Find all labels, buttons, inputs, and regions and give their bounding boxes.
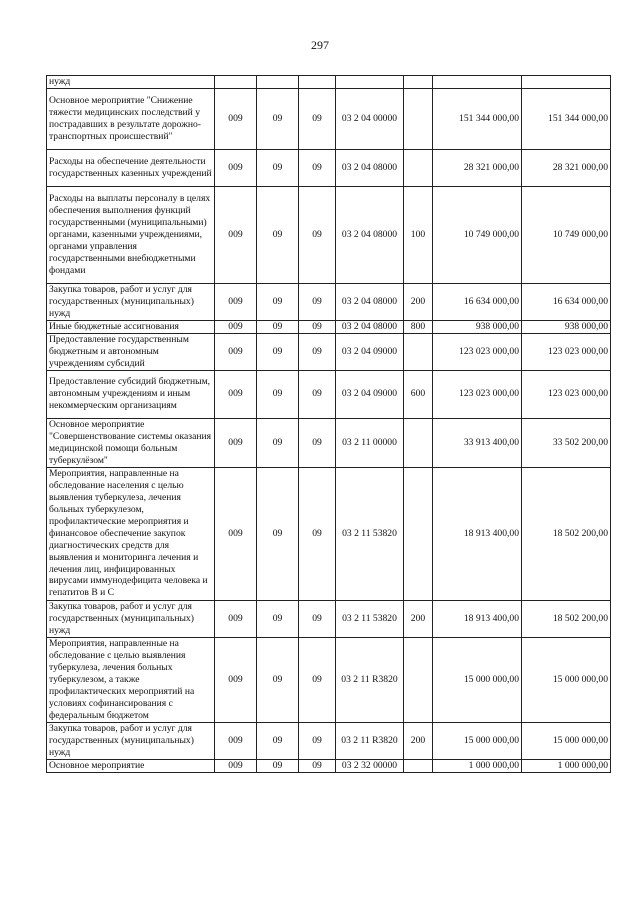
table-row [47,320,611,333]
table-row [47,722,611,759]
table-body [47,76,611,773]
amount-year2-cell: 33 502 200,00 [522,418,611,467]
subsection-code-cell: 09 [299,637,336,722]
target-article-cell: 03 2 04 08000 [336,283,404,320]
amount-year1-cell: 123 023 000,00 [433,333,522,370]
item-name-cell: Основное мероприятие [47,759,215,772]
ministry-code-cell: 009 [215,283,257,320]
item-name-cell: Закупка товаров, работ и услуг для государственных (муниципальных) нужд [47,600,215,637]
subsection-code-cell: 09 [299,88,336,149]
subsection-code-cell: 09 [299,149,336,186]
section-code-cell: 09 [257,149,299,186]
amount-year2-cell: 123 023 000,00 [522,333,611,370]
amount-year1-cell: 1 000 000,00 [433,759,522,772]
expense-type-cell [404,333,433,370]
item-name-cell: Иные бюджетные ассигнования [47,320,215,333]
ministry-code-cell: 009 [215,186,257,283]
expense-type-cell: 800 [404,320,433,333]
table-row [47,370,611,418]
item-name-cell: Мероприятия, направленные на обследование населения с целью выявления туберкулеза, лечения больных туберкулезом, профилактические мероприятия и финансовое обеспечение закупок диагностических средств для выявления и мониторинга лечения и лечения лиц, инфицированных вирусами иммунодефицита человека и гепатитов В и С [47,467,215,600]
ministry-code-cell: 009 [215,333,257,370]
target-article-cell: 03 2 11 53820 [336,600,404,637]
amount-year2-cell: 938 000,00 [522,320,611,333]
target-article-cell: 03 2 04 09000 [336,370,404,418]
subsection-code-cell: 09 [299,722,336,759]
section-code-cell [257,76,299,89]
amount-year1-cell: 33 913 400,00 [433,418,522,467]
target-article-cell: 03 2 04 00000 [336,88,404,149]
table-row [47,759,611,772]
table-row [47,88,611,149]
amount-year2-cell [522,76,611,89]
target-article-cell: 03 2 04 08000 [336,320,404,333]
amount-year2-cell: 28 321 000,00 [522,149,611,186]
target-article-cell: 03 2 04 09000 [336,333,404,370]
item-name-cell: нужд [47,76,215,89]
amount-year1-cell: 938 000,00 [433,320,522,333]
amount-year2-cell: 16 634 000,00 [522,283,611,320]
ministry-code-cell: 009 [215,88,257,149]
item-name-cell: Предоставление субсидий бюджетным, автономным учреждениям и иным некоммерческим организациям [47,370,215,418]
table-row [47,333,611,370]
expense-type-cell [404,637,433,722]
expense-type-cell: 200 [404,600,433,637]
subsection-code-cell: 09 [299,759,336,772]
subsection-code-cell: 09 [299,186,336,283]
target-article-cell: 03 2 11 00000 [336,418,404,467]
section-code-cell: 09 [257,370,299,418]
amount-year1-cell: 15 000 000,00 [433,722,522,759]
subsection-code-cell: 09 [299,370,336,418]
expense-type-cell: 600 [404,370,433,418]
section-code-cell: 09 [257,467,299,600]
target-article-cell: 03 2 11 R3820 [336,722,404,759]
ministry-code-cell: 009 [215,320,257,333]
item-name-cell: Предоставление государственным бюджетным и автономным учреждениям субсидий [47,333,215,370]
table-row [47,418,611,467]
target-article-cell: 03 2 04 08000 [336,186,404,283]
item-name-cell: Расходы на выплаты персоналу в целях обеспечения выполнения функций государственными (муниципальными) органами, казенными учреждениями, органами управления государственными внебюджетными фондами [47,186,215,283]
target-article-cell: 03 2 11 53820 [336,467,404,600]
item-name-cell: Закупка товаров, работ и услуг для государственных (муниципальных) нужд [47,283,215,320]
expense-type-cell: 200 [404,722,433,759]
section-code-cell: 09 [257,333,299,370]
target-article-cell [336,76,404,89]
section-code-cell: 09 [257,722,299,759]
amount-year1-cell: 123 023 000,00 [433,370,522,418]
expense-type-cell: 100 [404,186,433,283]
table-row [47,600,611,637]
table-row [47,637,611,722]
amount-year1-cell: 151 344 000,00 [433,88,522,149]
amount-year2-cell: 15 000 000,00 [522,637,611,722]
amount-year2-cell: 18 502 200,00 [522,600,611,637]
section-code-cell: 09 [257,320,299,333]
expense-type-cell [404,418,433,467]
item-name-cell: Мероприятия, направленные на обследование с целью выявления туберкулеза, лечения больных туберкулезом, а также профилактических мероприятий на условиях софинансирования с федеральным бюджетом [47,637,215,722]
section-code-cell: 09 [257,283,299,320]
table-row [47,283,611,320]
amount-year1-cell: 15 000 000,00 [433,637,522,722]
ministry-code-cell: 009 [215,467,257,600]
amount-year2-cell: 151 344 000,00 [522,88,611,149]
subsection-code-cell: 09 [299,320,336,333]
item-name-cell: Основное мероприятие "Совершенствование системы оказания медицинской помощи больным туберкулёзом" [47,418,215,467]
section-code-cell: 09 [257,637,299,722]
section-code-cell: 09 [257,186,299,283]
target-article-cell: 03 2 04 08000 [336,149,404,186]
expense-type-cell: 200 [404,283,433,320]
section-code-cell: 09 [257,600,299,637]
item-name-cell: Закупка товаров, работ и услуг для государственных (муниципальных) нужд [47,722,215,759]
item-name-cell: Расходы на обеспечение деятельности государственных казенных учреждений [47,149,215,186]
amount-year2-cell: 18 502 200,00 [522,467,611,600]
amount-year2-cell: 10 749 000,00 [522,186,611,283]
expense-type-cell [404,149,433,186]
amount-year1-cell: 18 913 400,00 [433,467,522,600]
budget-table [46,75,611,773]
amount-year1-cell [433,76,522,89]
subsection-code-cell: 09 [299,333,336,370]
target-article-cell: 03 2 32 00000 [336,759,404,772]
amount-year1-cell: 28 321 000,00 [433,149,522,186]
ministry-code-cell: 009 [215,370,257,418]
ministry-code-cell: 009 [215,600,257,637]
amount-year2-cell: 123 023 000,00 [522,370,611,418]
amount-year2-cell: 1 000 000,00 [522,759,611,772]
subsection-code-cell [299,76,336,89]
expense-type-cell [404,759,433,772]
expense-type-cell [404,467,433,600]
expense-type-cell [404,76,433,89]
ministry-code-cell: 009 [215,637,257,722]
ministry-code-cell: 009 [215,418,257,467]
ministry-code-cell: 009 [215,722,257,759]
ministry-code-cell: 009 [215,759,257,772]
table-row [47,76,611,89]
target-article-cell: 03 2 11 R3820 [336,637,404,722]
amount-year2-cell: 15 000 000,00 [522,722,611,759]
subsection-code-cell: 09 [299,418,336,467]
page-number: 297 [311,38,329,52]
ministry-code-cell: 009 [215,149,257,186]
amount-year1-cell: 10 749 000,00 [433,186,522,283]
subsection-code-cell: 09 [299,600,336,637]
table-row [47,149,611,186]
subsection-code-cell: 09 [299,467,336,600]
section-code-cell: 09 [257,418,299,467]
amount-year1-cell: 18 913 400,00 [433,600,522,637]
table-row [47,467,611,600]
subsection-code-cell: 09 [299,283,336,320]
amount-year1-cell: 16 634 000,00 [433,283,522,320]
section-code-cell: 09 [257,88,299,149]
section-code-cell: 09 [257,759,299,772]
item-name-cell: Основное мероприятие "Снижение тяжести медицинских последствий у пострадавших в результате дорожно-транспортных происшествий" [47,88,215,149]
ministry-code-cell [215,76,257,89]
table-row [47,186,611,283]
expense-type-cell [404,88,433,149]
